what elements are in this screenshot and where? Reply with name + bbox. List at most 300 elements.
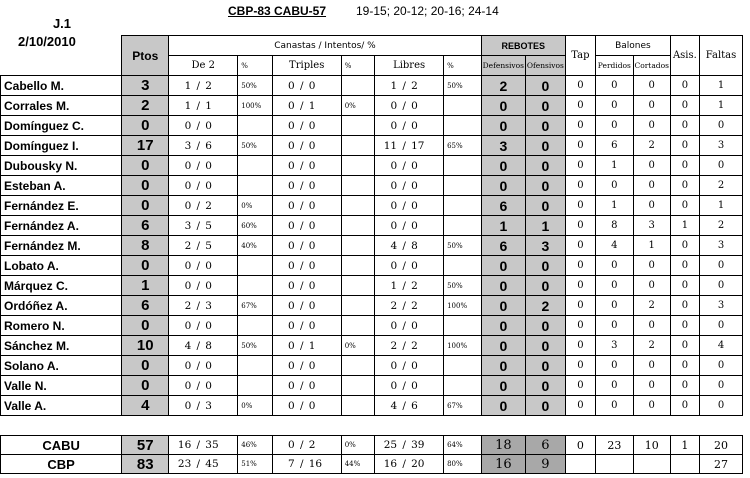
faltas-value: 4 [700, 336, 743, 356]
de2 [169, 96, 238, 116]
triples-attempts: 0 [308, 179, 316, 192]
triples-pct: 44% [341, 455, 374, 474]
rebotes-of: 0 [525, 356, 565, 376]
rebotes-def: 0 [481, 96, 525, 116]
tap-value: 0 [565, 216, 595, 236]
points-value: 6 [122, 216, 169, 236]
stats-table [0, 35, 743, 474]
triples-pct [341, 376, 374, 396]
libres-pct: 80% [444, 455, 482, 474]
libres-slash: / [402, 139, 406, 152]
player-row [1, 96, 743, 116]
cortados-value: 0 [633, 276, 670, 296]
rebotes-of: 1 [525, 216, 565, 236]
rebotes-of: 3 [525, 236, 565, 256]
de2-header: De 2 [169, 56, 238, 76]
libres [375, 196, 444, 216]
rebotes-of: 0 [525, 96, 565, 116]
faltas-value: 1 [700, 96, 743, 116]
asis-header: Asis. [670, 36, 699, 76]
de2-pct: 50% [238, 136, 272, 156]
player-row [1, 276, 743, 296]
libres-slash: / [402, 458, 406, 470]
triples [272, 116, 341, 136]
libres-attempts: 0 [411, 159, 418, 172]
de2 [169, 176, 238, 196]
de2 [169, 76, 238, 96]
libres-slash: / [402, 399, 406, 412]
de2-slash: / [196, 379, 201, 392]
faltas-value: 0 [700, 396, 743, 416]
libres-made: 0 [390, 119, 398, 132]
perdidos-value: 3 [596, 336, 634, 356]
perdidos-value: 0 [596, 76, 634, 96]
triples-attempts: 0 [308, 219, 316, 232]
triples-pct [341, 256, 374, 276]
de2-pct [238, 256, 272, 276]
triples-slash: / [299, 239, 304, 252]
tap-value: 0 [565, 156, 595, 176]
de2-made: 0 [184, 319, 192, 332]
cortados-value: 0 [633, 256, 670, 276]
triples-pct [341, 116, 374, 136]
team-name: CBP [1, 455, 122, 474]
de2-made: 16 [177, 439, 192, 451]
faltas-value: 27 [700, 455, 743, 474]
rebotes-def: 6 [481, 236, 525, 256]
libres [375, 156, 444, 176]
points-value: 57 [122, 436, 169, 455]
rebotes-of: 0 [525, 256, 565, 276]
player-row [1, 156, 743, 176]
rebotes-of: 0 [525, 176, 565, 196]
tap-value: 0 [565, 116, 595, 136]
player-row [1, 196, 743, 216]
de2-made: 3 [184, 219, 192, 232]
libres-slash: / [402, 159, 406, 172]
libres-attempts: 0 [411, 199, 418, 212]
de2-slash: / [196, 179, 201, 192]
perdidos-value: 0 [596, 176, 634, 196]
de2 [169, 196, 238, 216]
libres-attempts: 17 [411, 139, 425, 152]
player-name: Domínguez I. [1, 136, 122, 156]
rebotes-def: 0 [481, 256, 525, 276]
triples-made: 0 [288, 379, 295, 392]
points-value: 0 [122, 316, 169, 336]
player-name: Domínguez C. [1, 116, 122, 136]
de2-slash: / [196, 239, 201, 252]
tap-value: 0 [565, 436, 595, 455]
de2-slash: / [196, 399, 201, 412]
de2-pct [238, 176, 272, 196]
de2-made: 0 [184, 159, 192, 172]
player-name: Fernández E. [1, 196, 122, 216]
de2-slash: / [196, 159, 201, 172]
cortados-value: 10 [633, 436, 670, 455]
triples-pct [341, 216, 374, 236]
libres-made: 0 [390, 259, 398, 272]
libres-made: 11 [383, 139, 398, 152]
de2-attempts: 3 [205, 299, 212, 312]
triples-pct [341, 396, 374, 416]
de2-slash: / [196, 219, 201, 232]
de2 [169, 276, 238, 296]
player-row [1, 256, 743, 276]
rebotes-of: 0 [525, 76, 565, 96]
header-row-1 [1, 36, 743, 56]
triples-attempts: 0 [308, 379, 316, 392]
triples-header: Triples [272, 56, 341, 76]
de2-pct: 0% [238, 196, 272, 216]
triples-attempts: 0 [308, 79, 316, 92]
triples-pct: 0% [341, 96, 374, 116]
triples-attempts: 16 [308, 458, 323, 470]
points-value: 6 [122, 296, 169, 316]
points-value: 10 [122, 336, 169, 356]
de2-made: 0 [184, 379, 192, 392]
de2-made: 1 [184, 79, 192, 92]
libres-pct [444, 116, 482, 136]
de2-made: 2 [184, 299, 192, 312]
libres-pct: 50% [444, 276, 482, 296]
de2-made: 4 [184, 339, 192, 352]
triples [272, 136, 341, 156]
player-row [1, 76, 743, 96]
cortados-value: 0 [633, 116, 670, 136]
de2-pct: 40% [238, 236, 272, 256]
libres-slash: / [402, 279, 406, 292]
points-value: 17 [122, 136, 169, 156]
libres-made: 1 [390, 79, 398, 92]
libres-slash: / [402, 239, 406, 252]
triples-slash: / [299, 399, 304, 412]
de2-slash: / [196, 279, 201, 292]
tap-value: 0 [565, 236, 595, 256]
perdidos-value: 23 [596, 436, 634, 455]
de2-attempts: 0 [205, 119, 212, 132]
libres-attempts: 2 [411, 339, 418, 352]
libres-attempts: 2 [411, 279, 418, 292]
triples-pct: 0% [341, 336, 374, 356]
tap-value: 0 [565, 316, 595, 336]
player-name: Fernández M. [1, 236, 122, 256]
de2-made: 3 [184, 139, 192, 152]
triples-attempts: 1 [308, 99, 316, 112]
triples-pct [341, 356, 374, 376]
tap-value: 0 [565, 196, 595, 216]
libres-attempts: 0 [411, 179, 418, 192]
libres-slash: / [402, 379, 406, 392]
de2-attempts: 5 [205, 219, 212, 232]
triples-attempts: 0 [308, 139, 316, 152]
de2-slash: / [196, 359, 201, 372]
faltas-header: Faltas [700, 36, 743, 76]
cortados-value: 0 [633, 76, 670, 96]
libres-slash: / [402, 339, 406, 352]
triples [272, 176, 341, 196]
libres-made: 0 [390, 179, 398, 192]
triples-made: 0 [288, 119, 295, 132]
triples-made: 0 [288, 359, 295, 372]
triples-made: 0 [288, 219, 295, 232]
triples-slash: / [299, 119, 304, 132]
triples-made: 0 [288, 199, 295, 212]
libres-attempts: 2 [411, 299, 418, 312]
libres-pct [444, 316, 482, 336]
asis-value: 0 [670, 196, 699, 216]
libres-attempts: 0 [411, 359, 418, 372]
libres [375, 116, 444, 136]
libres-header: Libres [375, 56, 444, 76]
de2-pct [238, 156, 272, 176]
rebotes-of: 2 [525, 296, 565, 316]
asis-value: 0 [670, 356, 699, 376]
libres-made: 0 [390, 219, 398, 232]
libres-slash: / [402, 319, 406, 332]
perdidos-value: 6 [596, 136, 634, 156]
triples [272, 96, 341, 116]
libres-attempts: 0 [411, 219, 418, 232]
cortados-value [633, 455, 670, 474]
libres-attempts: 39 [411, 439, 425, 451]
de2 [169, 455, 238, 474]
libres-made: 2 [390, 339, 398, 352]
de2-slash: / [196, 99, 201, 112]
asis-value [670, 455, 699, 474]
player-row [1, 176, 743, 196]
rebotes-def: 6 [481, 196, 525, 216]
cortados-value: 0 [633, 196, 670, 216]
points-value: 83 [122, 455, 169, 474]
player-name: Corrales M. [1, 96, 122, 116]
libres [375, 256, 444, 276]
triples-attempts: 0 [308, 399, 316, 412]
triples-attempts: 0 [308, 199, 316, 212]
de2-pct [238, 316, 272, 336]
points-value: 4 [122, 396, 169, 416]
totals-row [1, 455, 743, 474]
game-title: CBP-83 CABU-57 [228, 4, 327, 18]
triples-attempts: 0 [308, 259, 316, 272]
libres-slash: / [402, 359, 406, 372]
points-value: 0 [122, 196, 169, 216]
de2-pct: 0% [238, 396, 272, 416]
de2-slash: / [196, 339, 201, 352]
cortados-value: 0 [633, 376, 670, 396]
triples-slash: / [299, 179, 304, 192]
de2-slash: / [196, 119, 201, 132]
rebotes-def: 0 [481, 316, 525, 336]
triples-attempts: 0 [308, 279, 316, 292]
perdidos-value: 4 [596, 236, 634, 256]
rebotes-of: 0 [525, 196, 565, 216]
de2-slash: / [196, 458, 201, 470]
libres [375, 316, 444, 336]
triples-made: 0 [288, 279, 295, 292]
triples [272, 296, 341, 316]
triples [272, 455, 341, 474]
libres-pct [444, 376, 482, 396]
jornada-label: J.1 [52, 16, 72, 31]
rebotes-of: 6 [525, 436, 565, 455]
libres-made: 4 [390, 399, 398, 412]
de2-attempts: 3 [205, 399, 212, 412]
player-row [1, 376, 743, 396]
libres-attempts: 20 [411, 458, 425, 470]
libres-pct [444, 96, 482, 116]
rebotes-def: 0 [481, 356, 525, 376]
totals-row [1, 436, 743, 455]
de2-attempts: 1 [205, 99, 212, 112]
libres-pct: 100% [444, 296, 482, 316]
asis-value: 0 [670, 376, 699, 396]
de2 [169, 236, 238, 256]
libres-pct: 50% [444, 76, 482, 96]
libres-made: 16 [383, 458, 398, 470]
triples [272, 196, 341, 216]
quarter-scores: 19-15; 20-12; 20-16; 24-14 [356, 4, 499, 18]
cortados-header: Cortados [633, 56, 670, 76]
libres-pct-header: % [444, 56, 482, 76]
de2-made: 0 [184, 359, 192, 372]
asis-value: 0 [670, 236, 699, 256]
libres-slash: / [402, 119, 406, 132]
de2 [169, 256, 238, 276]
de2-slash: / [196, 299, 201, 312]
perdidos-value: 0 [596, 296, 634, 316]
de2-slash: / [196, 319, 201, 332]
tap-value: 0 [565, 376, 595, 396]
de2-slash: / [196, 79, 201, 92]
triples-made: 0 [288, 319, 295, 332]
triples [272, 336, 341, 356]
faltas-value: 1 [700, 76, 743, 96]
asis-value: 0 [670, 276, 699, 296]
asis-value: 0 [670, 156, 699, 176]
triples-made: 0 [288, 99, 295, 112]
faltas-value: 20 [700, 436, 743, 455]
perdidos-value: 0 [596, 256, 634, 276]
de2 [169, 116, 238, 136]
libres-attempts: 2 [411, 79, 418, 92]
de2-pct [238, 116, 272, 136]
libres [375, 336, 444, 356]
de2-pct: 46% [238, 436, 272, 455]
de2 [169, 396, 238, 416]
de2-attempts: 2 [205, 199, 212, 212]
libres-attempts: 0 [411, 379, 418, 392]
triples-attempts: 1 [308, 339, 316, 352]
triples-made: 0 [288, 339, 295, 352]
balones-header: Balones [596, 36, 671, 56]
libres-attempts: 0 [411, 119, 418, 132]
triples-attempts: 2 [308, 439, 316, 451]
triples-pct [341, 276, 374, 296]
triples [272, 436, 341, 455]
triples [272, 276, 341, 296]
cortados-value: 0 [633, 396, 670, 416]
rebotes-of: 0 [525, 336, 565, 356]
player-name: Ordóñez A. [1, 296, 122, 316]
cortados-value: 0 [633, 96, 670, 116]
tap-value: 0 [565, 96, 595, 116]
libres-slash: / [402, 79, 406, 92]
faltas-value: 3 [700, 236, 743, 256]
tap-value: 0 [565, 256, 595, 276]
triples [272, 356, 341, 376]
libres-pct [444, 356, 482, 376]
de2-made: 2 [184, 239, 192, 252]
rebotes-def: 0 [481, 176, 525, 196]
perdidos-value: 0 [596, 356, 634, 376]
rebotes-def: 16 [481, 455, 525, 474]
de2-pct [238, 276, 272, 296]
perdidos-value: 0 [596, 116, 634, 136]
points-value: 0 [122, 256, 169, 276]
de2-pct: 50% [238, 76, 272, 96]
libres-slash: / [402, 179, 406, 192]
de2-pct-header: % [238, 56, 272, 76]
player-row [1, 136, 743, 156]
libres [375, 176, 444, 196]
libres [375, 76, 444, 96]
tap-value: 0 [565, 176, 595, 196]
triples-pct-header: % [341, 56, 374, 76]
faltas-value: 0 [700, 116, 743, 136]
cortados-value: 1 [633, 236, 670, 256]
libres [375, 216, 444, 236]
faltas-value: 1 [700, 196, 743, 216]
libres-pct [444, 156, 482, 176]
de2-attempts: 0 [205, 159, 212, 172]
de2 [169, 356, 238, 376]
faltas-value: 0 [700, 276, 743, 296]
triples-slash: / [299, 379, 304, 392]
team-name: CABU [1, 436, 122, 455]
asis-value: 0 [670, 176, 699, 196]
asis-value: 0 [670, 136, 699, 156]
libres-attempts: 0 [411, 99, 418, 112]
player-row [1, 216, 743, 236]
triples-slash: / [299, 219, 304, 232]
triples-pct [341, 156, 374, 176]
triples [272, 156, 341, 176]
de2-pct: 50% [238, 336, 272, 356]
de2-attempts: 45 [205, 458, 219, 470]
libres-made: 1 [390, 279, 398, 292]
asis-value: 1 [670, 436, 699, 455]
triples [272, 76, 341, 96]
tap-value: 0 [565, 396, 595, 416]
tap-value: 0 [565, 296, 595, 316]
libres [375, 396, 444, 416]
de2-pct: 67% [238, 296, 272, 316]
de2 [169, 156, 238, 176]
player-row [1, 116, 743, 136]
triples-made: 0 [288, 159, 295, 172]
libres-made: 0 [390, 359, 398, 372]
player-row [1, 236, 743, 256]
libres-pct: 64% [444, 436, 482, 455]
triples-slash: / [299, 99, 304, 112]
libres [375, 236, 444, 256]
triples-made: 0 [288, 399, 295, 412]
libres-slash: / [402, 219, 406, 232]
points-value: 0 [122, 376, 169, 396]
player-name: Márquez C. [1, 276, 122, 296]
cortados-value: 0 [633, 156, 670, 176]
